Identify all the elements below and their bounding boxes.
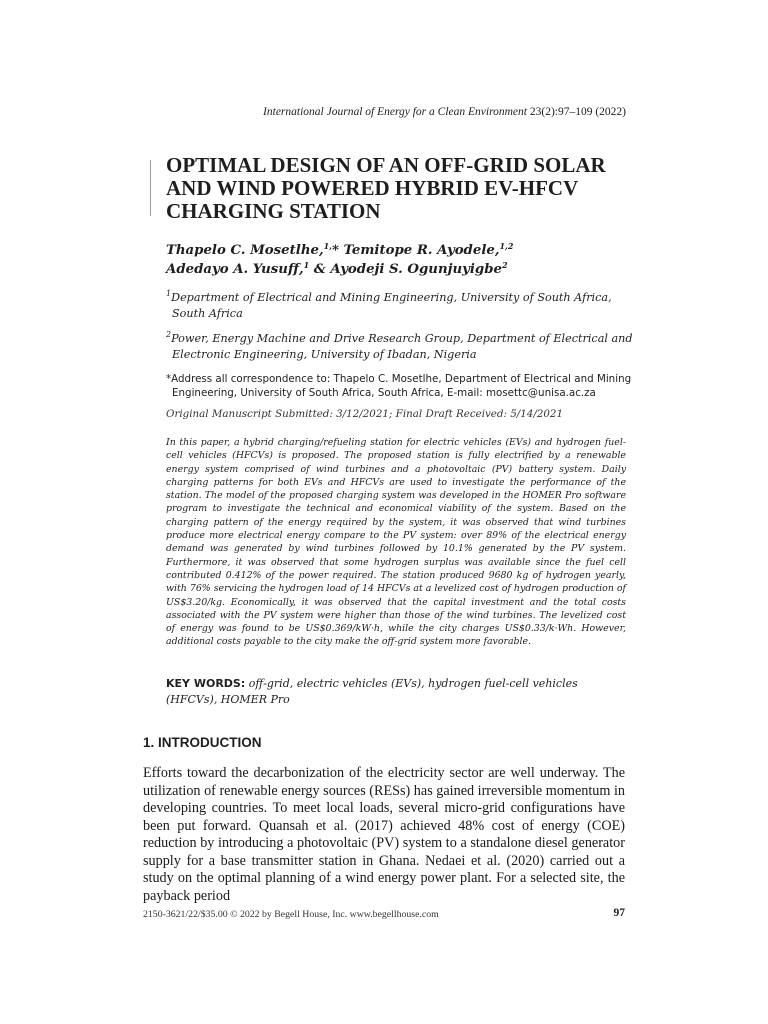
footer-copyright: 2150-3621/22/$35.00 © 2022 by Begell House, Inc. www.begellhouse.com <box>143 909 439 920</box>
author-affiliation-mark: 1, <box>323 241 332 251</box>
affiliation-1 <box>166 290 636 322</box>
author-name: Ayodeji S. Ogunjuyigbe <box>330 262 502 277</box>
manuscript-dates: Original Manuscript Submitted: 3/12/2021; Final Draft Received: 5/14/2021 <box>166 408 564 420</box>
author-list <box>166 241 626 279</box>
journal-name: International Journal of Energy for a Clean Environment <box>263 106 527 118</box>
affiliation-text: Electronic Engineering, University of Ibadan, Nigeria <box>172 348 477 361</box>
keywords-label: KEY WORDS: <box>166 677 246 690</box>
journal-citation: 23(2):97–109 (2022) <box>526 106 626 118</box>
keywords-text: off-grid, electric vehicles (EVs), hydrogen fuel-cell vehicles (HFCVs), HOMER Pro <box>166 677 578 706</box>
author-separator: & <box>309 262 331 277</box>
author-affiliation-mark: 2 <box>501 260 508 270</box>
abstract: In this paper, a hybrid charging/refueling station for electric vehicles (EVs) and hydrogen fuel-cell vehicles (HFCVs) is proposed. The proposed station is fully electrified by a renewable energy system comprised of wind turbines and a photovoltaic (PV) battery system. Daily charging patterns for both EVs and HFCVs are used to investigate the performance of the station. The model of the proposed charging system was developed in the HOMER Pro software program to investigate the technical and economical viability of the system. Based on the charging pattern of the energy required by the system, it was observed that wind turbines produce more electrical energy compare to the PV system: over 89% of the electrical energy demand was generated by wind turbines followed by 10.1% generated by the PV system. Furthermore, it was observed that some hydrogen surplus was available since the fuel cell contributed 0.412% of the power required. The station produced 9680 kg of hydrogen yearly, with 76% servicing the hydrogen load of 14 HFCVs at a levelized cost of hydrogen production of US$3.20/kg. Economically, it was observed that the capital investment and the total costs associated with the PV system were higher than those of the wind turbines. The levelized cost of energy was found to be US$0.369/kW·h, while the city charges US$0.33/k·Wh. However, additional costs payable to the city make the off-grid system more favorable. <box>166 437 626 648</box>
journal-header <box>263 106 626 118</box>
affiliation-number: 1 <box>166 289 172 298</box>
paper-title: OPTIMAL DESIGN OF AN OFF-GRID SOLAR AND WIND POWERED HYBRID EV-HFCV CHARGING STATION <box>166 153 606 223</box>
correspondence-note <box>166 373 636 400</box>
affiliation-text: Department of Electrical and Mining Engineering, University of South Africa, <box>171 291 612 304</box>
author-name: Thapelo C. Mosetlhe, <box>166 243 324 258</box>
affiliation-text: Power, Energy Machine and Drive Research Group, Department of Electrical and <box>171 332 633 345</box>
correspondence-text: *Address all correspondence to: Thapelo C. Mosetlhe, Department of Electrical and Mining <box>166 373 632 385</box>
correspondence-text: Engineering, University of South Africa, South Africa, E-mail: mosettc@unisa.ac.za <box>172 386 596 399</box>
author-name: Adedayo A. Yusuff, <box>166 262 304 277</box>
page-number: 97 <box>613 907 625 919</box>
title-rule <box>150 160 151 216</box>
corresponding-mark: * <box>331 243 344 258</box>
author-affiliation-mark: 1 <box>303 260 310 270</box>
section-heading: 1. INTRODUCTION <box>143 735 262 750</box>
affiliation-2 <box>166 331 636 363</box>
author-name: Temitope R. Ayodele, <box>343 243 500 258</box>
keywords <box>166 676 626 708</box>
author-affiliation-mark: 1,2 <box>499 241 514 251</box>
affiliation-number: 2 <box>166 330 172 339</box>
affiliation-text: South Africa <box>172 307 243 320</box>
section-body: Efforts toward the decarbonization of the electricity sector are well underway. The utilization of renewable energy sources (RESs) has gained irreversible momentum in developing countries. To meet local loads, several micro-grid configurations have been put forward. Quansah et al. (2017) achieved 48% cost of energy (COE) reduction by introducing a photovoltaic (PV) system to a standalone diesel generator supply for a base transmitter station in Ghana. Nedaei et al. (2020) carried out a study on the optimal planning of a wind energy power plant. For a selected site, the payback period <box>143 765 625 904</box>
